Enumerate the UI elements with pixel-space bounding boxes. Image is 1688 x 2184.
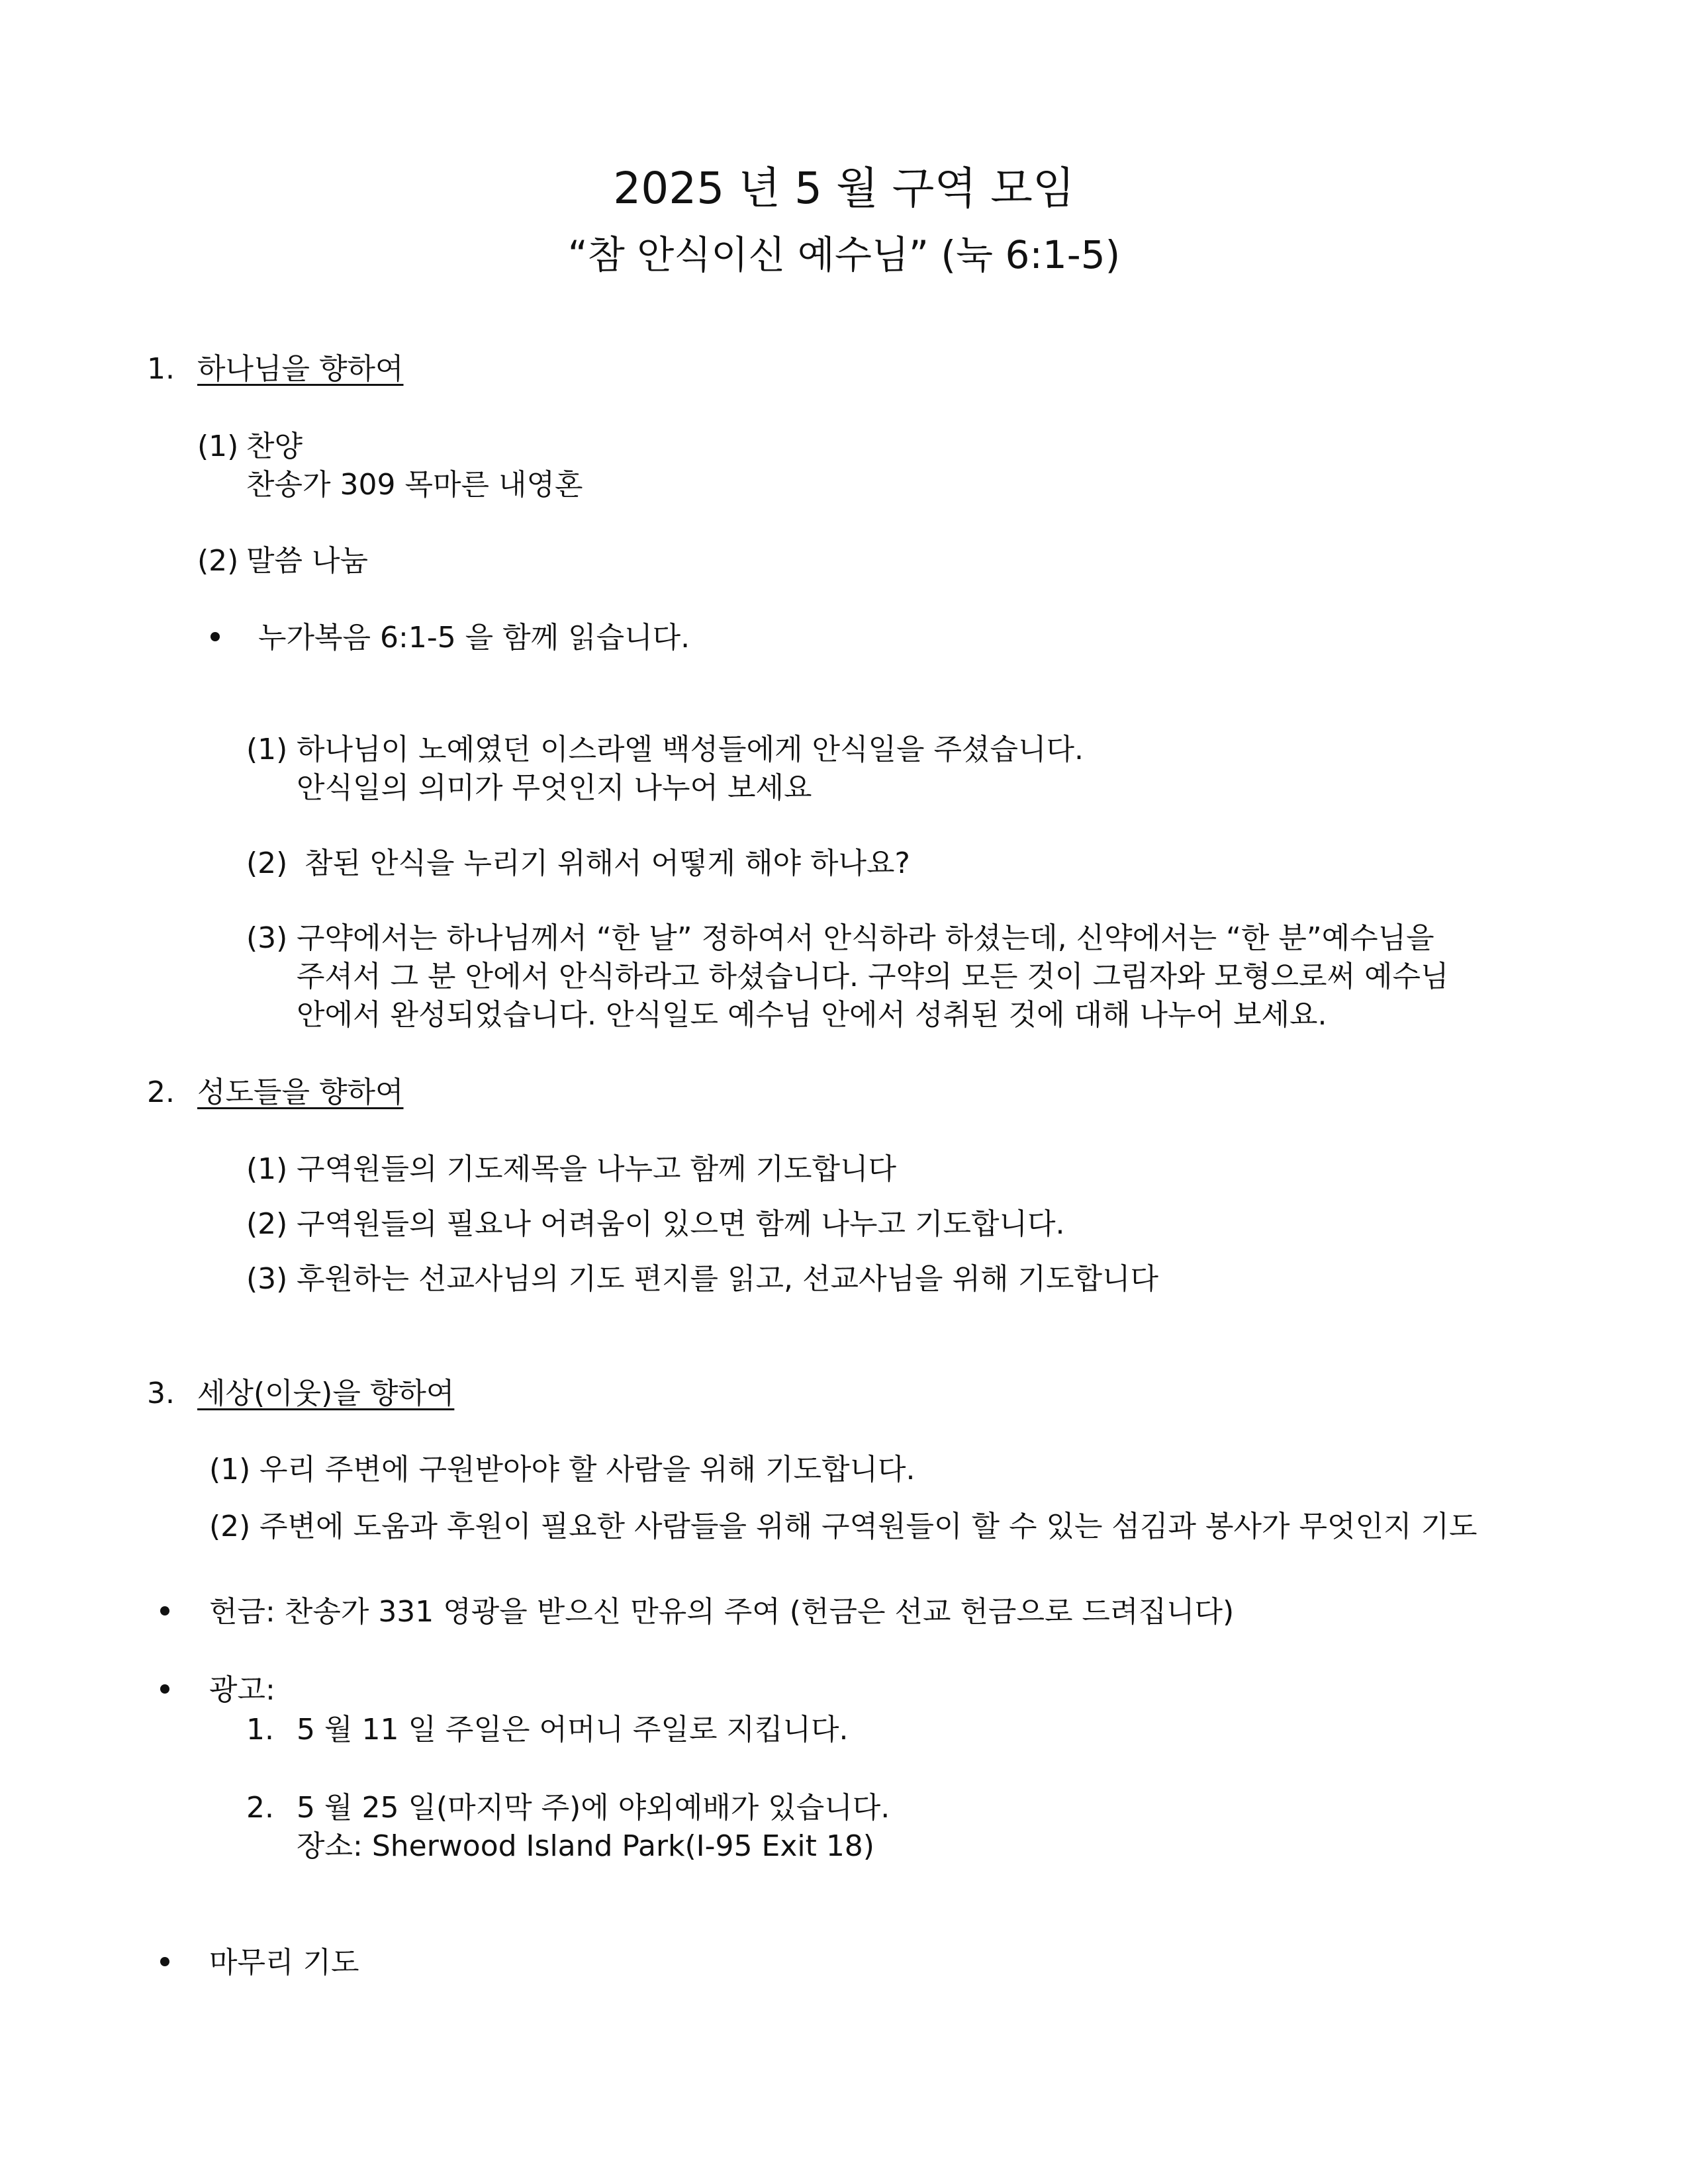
section1-number: 1. [147, 352, 175, 386]
announcement1-text: 5 월 11 일 주일은 어머니 주일로 지킵니다. [297, 1713, 849, 1747]
word-number: (2) [197, 544, 239, 578]
page-subtitle: “참 안식이신 예수님” (눅 6:1-5) [567, 232, 1121, 277]
announcement2-number: 2. [246, 1791, 274, 1825]
section2-item1-text: 구역원들의 기도제목을 나누고 함께 기도합니다 [297, 1152, 897, 1186]
section2-item3-number: (3) [246, 1262, 288, 1296]
reading-instruction: 누가복음 6:1-5 을 함께 읽습니다. [258, 621, 690, 655]
question3-line1: 구약에서는 하나님께서 “한 날” 정하여서 안식하라 하셨는데, 신약에서는 “한 분”예수님을 [297, 921, 1434, 955]
bullet-icon [160, 1957, 169, 1966]
section3-heading: 세상(이웃)을 향하여 [197, 1377, 455, 1410]
question1-line2: 안식일의 의미가 무엇인지 나누어 보세요 [297, 771, 812, 805]
announcement2-line2: 장소: Sherwood Island Park(I-95 Exit 18) [297, 1829, 874, 1863]
section2-item1-number: (1) [246, 1152, 288, 1186]
question2-number: (2) [246, 846, 288, 880]
section2-number: 2. [147, 1075, 175, 1109]
page-title: 2025 년 5 월 구역 모임 [613, 163, 1075, 214]
announcement1-number: 1. [246, 1713, 274, 1747]
question1-line1: 하나님이 노예였던 이스라엘 백성들에게 안식일을 주셨습니다. [297, 733, 1084, 766]
section1-heading: 하나님을 향하여 [197, 352, 404, 386]
question3-number: (3) [246, 921, 288, 955]
section3-item2-number: (2) [209, 1510, 251, 1543]
section2-item2-number: (2) [246, 1207, 288, 1241]
offering-text: 헌금: 찬송가 331 영광을 받으신 만유의 주여 (헌금은 선교 헌금으로 드려집니다) [209, 1595, 1235, 1629]
section2-heading: 성도들을 향하여 [197, 1075, 404, 1109]
bullet-icon [211, 632, 220, 641]
bullet-icon [160, 1684, 169, 1694]
section3-number: 3. [147, 1377, 175, 1410]
announcement2-line1: 5 월 25 일(마지막 주)에 야외예배가 있습니다. [297, 1791, 890, 1825]
section2-item2-text: 구역원들의 필요나 어려움이 있으면 함께 나누고 기도합니다. [297, 1207, 1065, 1241]
section3-item1-number: (1) [209, 1453, 251, 1486]
question2-line1: 참된 안식을 누리기 위해서 어떻게 해야 하나요? [305, 846, 910, 880]
praise-hymn: 찬송가 309 목마른 내영혼 [246, 468, 583, 502]
praise-label: 찬양 [246, 430, 303, 463]
question3-line2: 주셔서 그 분 안에서 안식하라고 하셨습니다. 구약의 모든 것이 그림자와 모형으로써 예수님 [297, 960, 1449, 993]
bullet-icon [160, 1606, 169, 1615]
section2-item3-text: 후원하는 선교사님의 기도 편지를 읽고, 선교사님을 위해 기도합니다 [297, 1262, 1158, 1296]
closing-prayer: 마무리 기도 [209, 1946, 359, 1979]
praise-number: (1) [197, 430, 239, 463]
word-label: 말씀 나눔 [246, 544, 369, 578]
question1-number: (1) [246, 733, 288, 766]
question3-line3: 안에서 완성되었습니다. 안식일도 예수님 안에서 성취된 것에 대해 나누어 보세요. [297, 998, 1327, 1032]
section3-item1-text: 우리 주변에 구원받아야 할 사람을 위해 기도합니다. [259, 1453, 915, 1486]
announcements-label: 광고: [209, 1673, 275, 1707]
section3-item2-text: 주변에 도움과 후원이 필요한 사람들을 위해 구역원들이 할 수 있는 섬김과 봉사가 무엇인지 기도 [259, 1510, 1477, 1543]
